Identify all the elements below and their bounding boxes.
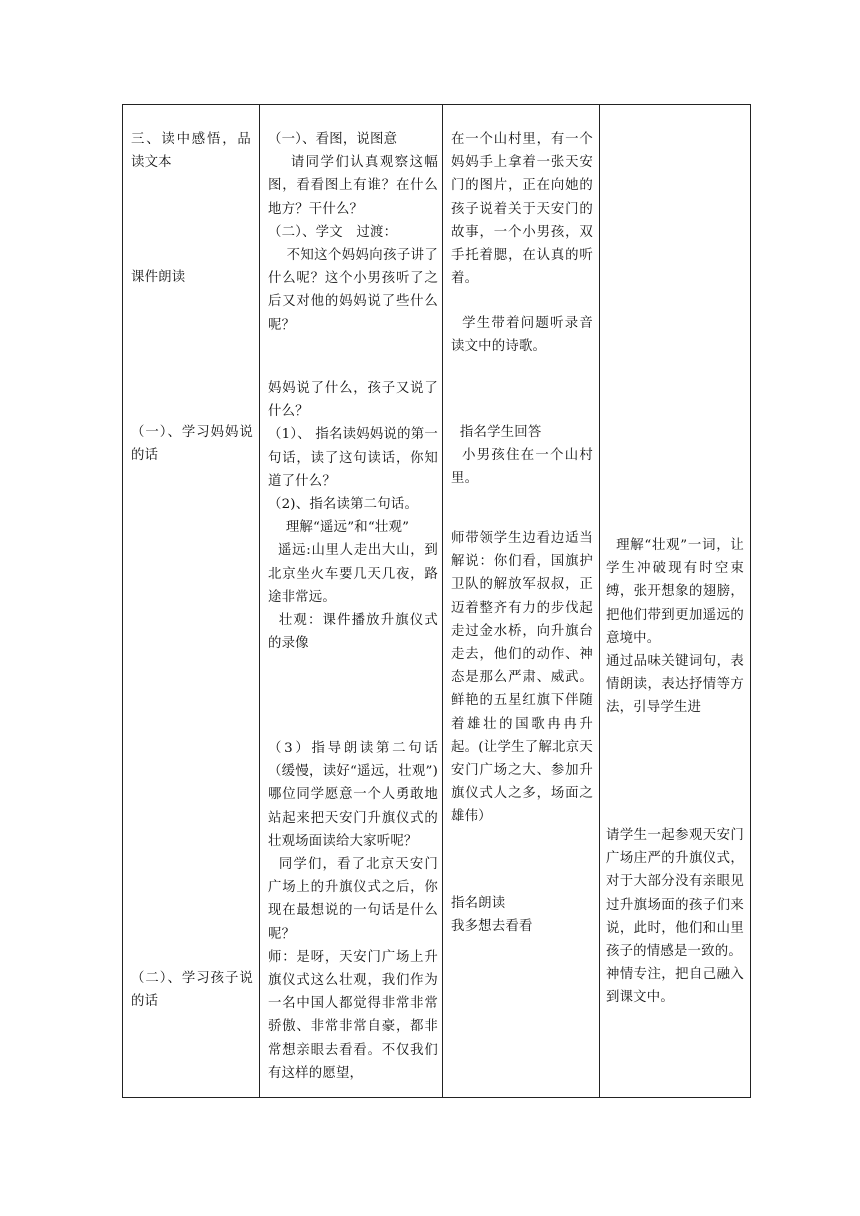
student-activity-cell bbox=[443, 105, 600, 1098]
student-activity-block-1: 在一个山村里，有一个妈妈手上拿着一张天安门的图片，正在向她的孩子说着关于天安门的故事，一个小男孩，双手托着腮，在认真的听着。 bbox=[451, 132, 593, 287]
design-intent-block-2: 请学生一起参观天安门广场庄严的升旗仪式，对于大部分没有亲眼见过升旗场面的孩子们来说，此时，他们和山里孩子的情感是一致的。 神情专注，把自己融入到课文中。 bbox=[606, 828, 744, 1006]
teacher-activity-block-1: （一）、看图，说图意 请同学们认真观察这幅图，看看图上有谁？在什么地方？干什么？ （二）、学文 过渡： 不知这个妈妈向孩子讲了什么呢？这个小男孩听了之后又对他的妈妈说了些什么呢？ bbox=[268, 132, 439, 333]
teacher-activity-cell bbox=[260, 105, 443, 1098]
part1-heading: （一）、学习妈妈说的话 bbox=[131, 425, 253, 464]
student-activity-block-4: 师带领学生边看边适当解说：你们看，国旗护卫队的解放军叔叔，正迈着整齐有力的步伐起走过金水桥，向升旗台走去，他们的动作、神态是那么严肃、威武。鲜艳的五星红旗下伴随着雄壮的国歌冉冉升起。(让学生了解北京天安门广场之大、参加升旗仪式人之多，场面之雄伟） bbox=[451, 531, 593, 825]
part2-heading: （二）、学习孩子说的话 bbox=[131, 971, 253, 1010]
teacher-activity-block-3: （3）指导朗读第二句话（缓慢，读好“遥远，壮观”)哪位同学愿意一个人勇敢地站起来把天安门升旗仪式的壮观场面读给大家听呢？ 同学们，看了北京天安门广场上的升旗仪式之后，你现在最想说的一句话是什么呢？ 师：是呀，天安门广场上升旗仪式这么壮观，我们作为一名中国人都觉得非常非常骄傲、非常非常自豪，都非常想亲眼去看看。不仅我们有这样的愿望， bbox=[268, 741, 438, 1081]
section-heading: 三、读中感悟，品读文本 bbox=[131, 132, 251, 171]
table-row bbox=[123, 105, 751, 1098]
courseware-reading-label: 课件朗读 bbox=[131, 270, 186, 285]
student-activity-block-2: 学生带着问题听录音读文中的诗歌。 bbox=[451, 316, 593, 355]
student-activity-block-5: 指名朗读 我多想去看看 bbox=[451, 896, 533, 935]
design-intent-cell bbox=[600, 105, 751, 1098]
teacher-activity-block-2: 妈妈说了什么，孩子又说了什么？ （1）、 指名读妈妈说的第一句话，读了这句读话，你知道了什么？ （2)、指名读第二句话。 理解“遥远”和“壮观” 遥远:山里人走出大山，到北京坐火车要几天几夜，路途非常远。 壮观：课件播放升旗仪式的录像 bbox=[268, 381, 438, 652]
teaching-steps-cell bbox=[123, 105, 260, 1098]
design-intent-block-1: 理解“壮观”一词，让学生冲破现有时空束缚，张开想象的翅膀，把他们带到更加遥远的意境中。 通过品味关键词句，表情朗读，表达抒情等方法，引导学生进 bbox=[606, 538, 744, 716]
student-activity-block-3: 指名学生回答 小男孩住在一个山村里。 bbox=[451, 425, 593, 487]
lesson-plan-table bbox=[122, 104, 751, 1098]
